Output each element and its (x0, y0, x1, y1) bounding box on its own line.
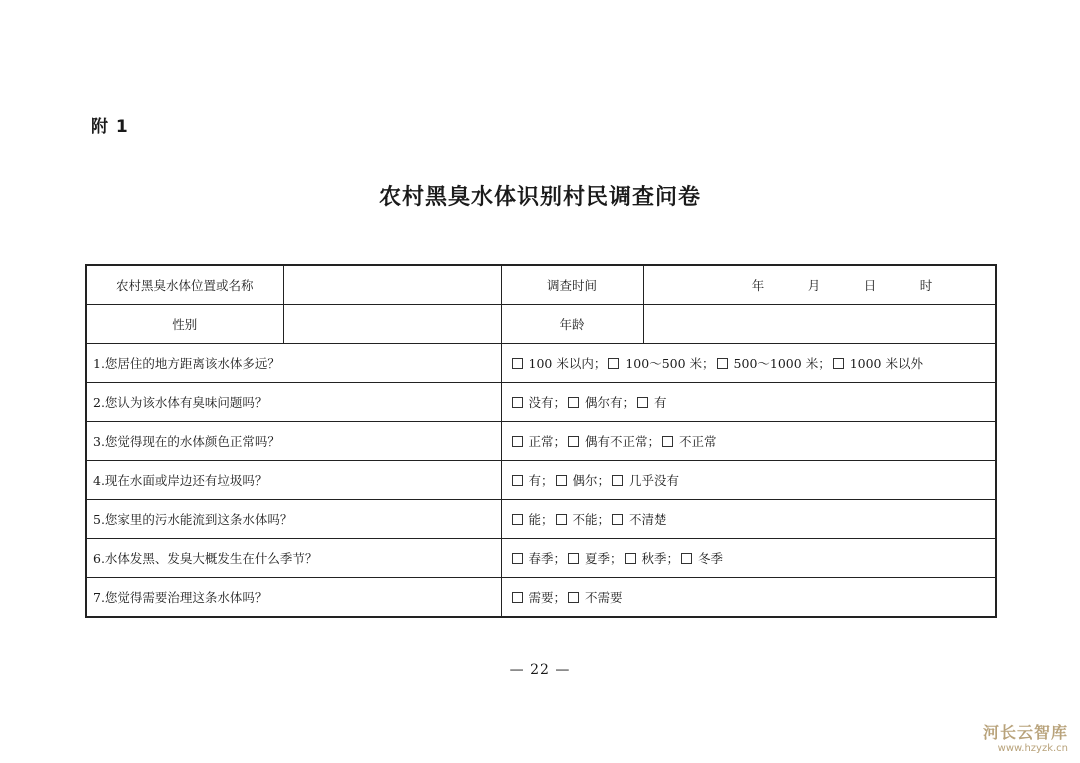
checkbox[interactable] (612, 475, 623, 486)
checkbox[interactable] (568, 592, 579, 603)
checkbox[interactable] (512, 397, 523, 408)
answer-option-label: 偶有不正常； (585, 434, 661, 449)
answer-option[interactable] (512, 512, 554, 527)
checkbox[interactable] (662, 436, 673, 447)
answer-option[interactable] (568, 434, 660, 449)
answer-option[interactable] (568, 395, 635, 410)
checkbox[interactable] (637, 397, 648, 408)
answer-option-label: 正常； (528, 434, 567, 449)
answer-option-label: 不清楚 (629, 512, 667, 527)
answer-option-label: 100 米以内； (528, 356, 607, 371)
answer-option-label: 不需要 (585, 590, 623, 605)
checkbox[interactable] (717, 358, 728, 369)
answer-option[interactable] (512, 395, 567, 410)
answer-option-label: 能； (528, 512, 554, 527)
answer-options (501, 539, 996, 578)
watermark-logo: 河长云智库 (982, 723, 1068, 742)
info-row-gender-age (86, 305, 996, 344)
answer-option[interactable] (512, 356, 607, 371)
checkbox[interactable] (612, 514, 623, 525)
question-text: 2.您认为该水体有臭味问题吗？ (86, 383, 501, 422)
checkbox[interactable] (568, 553, 579, 564)
answer-options (501, 344, 996, 383)
answer-option-label: 几乎没有 (629, 473, 680, 488)
answer-option-label: 有； (528, 473, 554, 488)
checkbox[interactable] (512, 436, 523, 447)
answer-options (501, 500, 996, 539)
answer-option-label: 1000 米以外 (849, 356, 923, 371)
checkbox[interactable] (512, 358, 523, 369)
answer-option[interactable] (612, 473, 679, 488)
answer-option[interactable] (512, 434, 567, 449)
checkbox[interactable] (512, 514, 523, 525)
location-field[interactable] (283, 265, 501, 305)
answer-options (501, 578, 996, 618)
checkbox[interactable] (512, 592, 523, 603)
checkbox[interactable] (556, 475, 567, 486)
question-row (86, 578, 996, 618)
answer-option[interactable] (608, 356, 714, 371)
date-day-label: 日 (863, 278, 877, 293)
answer-option[interactable] (568, 551, 623, 566)
question-row (86, 422, 996, 461)
answer-option[interactable] (512, 551, 567, 566)
answer-option[interactable] (568, 590, 623, 605)
survey-table (85, 264, 997, 618)
watermark-url: www.hzyzk.cn (997, 743, 1068, 754)
question-text: 1.您居住的地方距离该水体多远？ (86, 344, 501, 383)
question-text: 7.您觉得需要治理这条水体吗？ (86, 578, 501, 618)
answer-option[interactable] (681, 551, 723, 566)
gender-field[interactable] (283, 305, 501, 344)
watermark (983, 720, 1068, 754)
survey-time-field[interactable] (643, 265, 996, 305)
date-month-label: 月 (807, 278, 821, 293)
answer-options (501, 422, 996, 461)
question-row (86, 461, 996, 500)
date-year-label: 年 (751, 278, 765, 293)
answer-option-label: 需要； (528, 590, 567, 605)
answer-option[interactable] (556, 512, 611, 527)
answer-option[interactable] (512, 473, 554, 488)
age-label: 年龄 (501, 305, 643, 344)
answer-option[interactable] (833, 356, 923, 371)
question-text: 6.水体发黑、发臭大概发生在什么季节？ (86, 539, 501, 578)
answer-option-label: 有 (654, 395, 667, 410)
answer-options (501, 461, 996, 500)
answer-option-label: 偶尔； (572, 473, 611, 488)
checkbox[interactable] (512, 553, 523, 564)
answer-option-label: 不能； (572, 512, 611, 527)
question-row (86, 539, 996, 578)
answer-option-label: 偶尔有； (585, 395, 636, 410)
survey-time-label: 调查时间 (501, 265, 643, 305)
date-hour-label: 时 (919, 278, 933, 293)
answer-option-label: 夏季； (585, 551, 623, 566)
checkbox[interactable] (833, 358, 844, 369)
age-field[interactable] (643, 305, 996, 344)
question-row (86, 344, 996, 383)
question-rows (86, 344, 996, 618)
answer-option-label: 不正常 (679, 434, 717, 449)
checkbox[interactable] (568, 436, 579, 447)
info-row-location (86, 265, 996, 305)
question-row (86, 500, 996, 539)
question-row (86, 383, 996, 422)
answer-option-label: 春季； (528, 551, 567, 566)
answer-option[interactable] (512, 590, 567, 605)
answer-option[interactable] (556, 473, 611, 488)
answer-option-label: 没有； (528, 395, 567, 410)
question-text: 4.现在水面或岸边还有垃圾吗？ (86, 461, 501, 500)
checkbox[interactable] (556, 514, 567, 525)
answer-option[interactable] (717, 356, 831, 371)
answer-option-label: 冬季 (698, 551, 724, 566)
checkbox[interactable] (512, 475, 523, 486)
attachment-label: 附 1 (91, 117, 129, 137)
checkbox[interactable] (625, 553, 636, 564)
answer-option-label: 500～1000 米； (733, 356, 831, 371)
answer-option[interactable] (625, 551, 680, 566)
checkbox[interactable] (681, 553, 692, 564)
answer-option[interactable] (612, 512, 667, 527)
answer-option-label: 100～500 米； (625, 356, 715, 371)
answer-option[interactable] (662, 434, 717, 449)
location-label: 农村黑臭水体位置或名称 (86, 265, 283, 305)
gender-label: 性别 (86, 305, 283, 344)
document-title: 农村黑臭水体识别村民调查问卷 (378, 185, 701, 210)
page-number: — 22 — (509, 662, 571, 678)
answer-option[interactable] (637, 395, 667, 410)
answer-options (501, 383, 996, 422)
checkbox[interactable] (568, 397, 579, 408)
question-text: 5.您家里的污水能流到这条水体吗？ (86, 500, 501, 539)
checkbox[interactable] (608, 358, 619, 369)
question-text: 3.您觉得现在的水体颜色正常吗？ (86, 422, 501, 461)
answer-option-label: 秋季； (641, 551, 680, 566)
